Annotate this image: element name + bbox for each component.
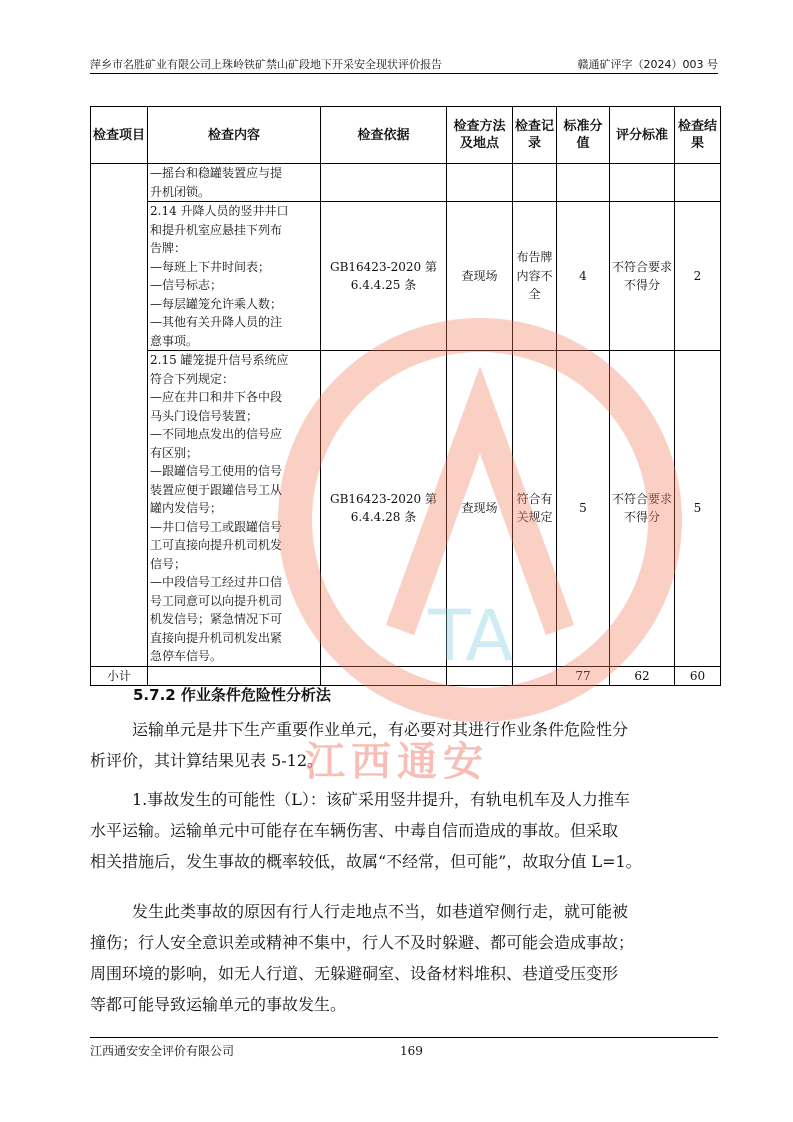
score-cell: 5: [557, 351, 610, 667]
content-line: 升机闭锁。: [150, 184, 211, 199]
section-heading: 5.7.2 作业条件危险性分析法: [133, 686, 331, 704]
score-cell: [557, 164, 610, 202]
header-score: 标准分值: [557, 107, 610, 164]
content-line: 号工同意可以向提升机司: [150, 593, 283, 608]
method-cell: 查现场: [447, 202, 513, 351]
content-line: —中段信号工经过井口信: [150, 575, 283, 589]
watermark-text: 江西通安: [305, 739, 489, 785]
content-line: 2.14 升降人员的竖井井口: [150, 204, 289, 218]
header-basis: 检查依据: [321, 107, 447, 164]
content-line: —跟罐信号工使用的信号: [150, 464, 283, 478]
empty-cell: [321, 666, 447, 686]
table-row: [91, 351, 721, 667]
content-line: —每层罐笼允许乘人数；: [150, 296, 283, 311]
content-line: 有区别；: [150, 445, 199, 460]
header-criteria: 评分标准: [610, 107, 675, 164]
header-result: 检查结果: [675, 107, 721, 164]
content-line: 告牌：: [150, 241, 187, 255]
paragraph: [90, 784, 720, 877]
subtotal-row: [91, 666, 721, 686]
paragraph-line: 发生此类事故的原因有行人行走地点不当，如巷道窄侧行走，就可能被: [132, 902, 629, 921]
empty-cell: [447, 666, 513, 686]
result-cell: 2: [675, 202, 721, 351]
header-record: 检查记录: [513, 107, 557, 164]
content-line: 符合下列规定：: [150, 371, 235, 386]
paragraph-line: 水平运输。运输单元中可能存在车辆伤害、中毒自信而造成的事故。但采取: [90, 821, 619, 840]
content-line: 和提升机室应悬挂下列布: [150, 222, 283, 237]
page-footer: [90, 1037, 718, 1062]
result-cell: 5: [675, 351, 721, 667]
score-cell: 4: [557, 202, 610, 351]
paragraph-line: 析评价，其计算结果见表 5-12。: [90, 751, 324, 770]
method-cell: 查现场: [447, 351, 513, 667]
result-cell: [675, 164, 721, 202]
content-line: 信号；: [150, 556, 187, 571]
paragraph: [90, 714, 720, 776]
basis-cell: GB16423-2020 第 6.4.4.25 条: [321, 202, 447, 351]
content-line: —不同地点发出的信号应: [150, 427, 283, 441]
seal-letters: TA: [428, 595, 514, 677]
criteria-cell: 不符合要求不得分: [610, 202, 675, 351]
header-method: 检查方法及地点: [447, 107, 513, 164]
paragraph-line: 等都可能导致运输单元的事故发生。: [90, 995, 347, 1014]
content-cell: [148, 202, 321, 351]
table-row: [91, 164, 721, 202]
paragraph-line: 撞伤；行人安全意识差或精神不集中，行人不及时躲避、都可能会造成事故；: [90, 933, 635, 952]
paragraph-line: 1.事故发生的可能性（L）：该矿采用竖井提升，有轨电机车及人力推车: [132, 790, 630, 809]
paragraph-line: 相关措施后，发生事故的概率较低，故属“不经常，但可能”，故取分值 L=1。: [90, 852, 642, 871]
footer-company: 江西通安安全评价有限公司: [90, 1044, 235, 1058]
item-cell: [91, 164, 148, 667]
header-content: 检查内容: [148, 107, 321, 164]
subtotal-score: 77: [557, 666, 610, 686]
content-line: 2.15 罐笼提升信号系统应: [150, 353, 289, 367]
content-line: 工可直接向提升机司机发: [150, 538, 283, 552]
header-item: 检查项目: [91, 107, 148, 164]
record-cell: [513, 164, 557, 202]
subtotal-result: 60: [675, 666, 721, 686]
criteria-cell: 不符合要求不得分: [610, 351, 675, 667]
content-cell: [148, 351, 321, 667]
paragraph-line: 周围环境的影响，如无人行道、无躲避硐室、设备材料堆积、巷道受压变形: [90, 964, 619, 983]
empty-cell: [513, 666, 557, 686]
content-line: 罐内发信号；: [150, 501, 223, 515]
inspection-table: [90, 106, 721, 686]
content-cell: [148, 164, 321, 202]
report-title: 萍乡市名胜矿业有限公司上珠岭铁矿禁山矿段地下开采安全现状评价报告: [90, 58, 442, 71]
paragraph: [90, 896, 720, 1020]
criteria-cell: [610, 164, 675, 202]
content-line: —应在井口和井下各中段: [150, 390, 283, 404]
method-cell: [447, 164, 513, 202]
paragraph-line: 运输单元是井下生产重要作业单元，有必要对其进行作业条件危险性分: [132, 720, 629, 739]
empty-cell: [148, 666, 321, 686]
content-line: 急停车信号。: [150, 649, 223, 663]
content-line: —其他有关升降人员的注: [150, 315, 283, 329]
record-cell: 布告牌内容不全: [513, 202, 557, 351]
content-line: 马头门设信号装置；: [150, 408, 259, 423]
content-line: —井口信号工或跟罐信号: [150, 519, 283, 534]
content-line: —摇台和稳罐装置应与提: [150, 166, 283, 180]
table-row: [91, 202, 721, 351]
content-line: —信号标志；: [150, 278, 223, 292]
content-line: 直接向提升机司机发出紧: [150, 630, 283, 645]
content-line: 意事项。: [150, 333, 199, 348]
page-header: [90, 53, 718, 74]
page-number: 169: [400, 1044, 423, 1058]
report-number: 赣通矿评字（2024）003 号: [577, 58, 718, 71]
content-line: —每班上下井时间表；: [150, 259, 271, 274]
content-line: 机发信号；紧急情况下可: [150, 612, 283, 626]
subtotal-label: 小计: [91, 666, 148, 686]
basis-cell: [321, 164, 447, 202]
content-line: 装置应便于跟罐信号工从: [150, 482, 283, 497]
subtotal-criteria: 62: [610, 666, 675, 686]
record-cell: 符合有关规定: [513, 351, 557, 667]
basis-cell: GB16423-2020 第 6.4.4.28 条: [321, 351, 447, 667]
table-header-row: [91, 107, 721, 164]
